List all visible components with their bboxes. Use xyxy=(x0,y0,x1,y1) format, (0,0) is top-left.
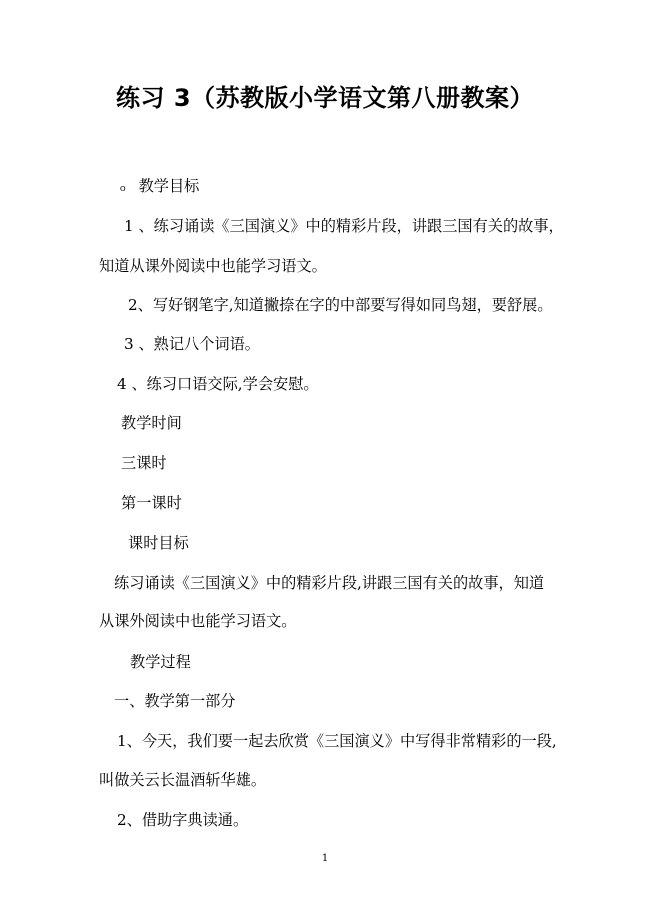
objective-1: 1 、练习诵读《三国演义》中的精彩片段，讲跟三国有关的故事， xyxy=(124,217,564,235)
section-heading-process: 教学过程 xyxy=(130,653,191,671)
line-text: 教学目标 xyxy=(138,177,200,195)
lesson-heading: 第一课时 xyxy=(121,494,182,512)
step-1: 1、今天，我们要一起去欣赏《三国演义》中写得非常精彩的一段, xyxy=(117,732,557,750)
section-heading-lesson-objectives: 课时目标 xyxy=(128,534,189,552)
document-title: 练习 3（苏教版小学语文第八册教案） xyxy=(115,84,535,112)
lesson-objective-continued: 从课外阅读中也能学习语文。 xyxy=(99,612,297,630)
objective-3: 3 、熟记八个词语。 xyxy=(124,335,260,353)
objective-1-continued: 知道从课外阅读中也能学习语文。 xyxy=(99,257,327,275)
objective-4: 4 、练习口语交际,学会安慰。 xyxy=(117,375,319,393)
objective-2: 2、写好钢笔字,知道撇捺在字的中部要写得如同鸟翅，要舒展。 xyxy=(128,296,553,314)
page-number: 1 xyxy=(321,853,329,864)
part-one-heading: 一、教学第一部分 xyxy=(114,692,236,710)
section-heading-objectives xyxy=(120,176,199,197)
lesson-objective: 练习诵读《三国演义》中的精彩片段,讲跟三国有关的故事，知道 xyxy=(114,574,545,592)
section-heading-time: 教学时间 xyxy=(121,414,182,432)
step-1-continued: 叫做关云长温酒斩华雄。 xyxy=(99,771,267,789)
bullet-icon: ჿ xyxy=(120,180,125,194)
step-2: 2、借助字典读通。 xyxy=(117,811,249,829)
time-value: 三课时 xyxy=(121,454,167,472)
